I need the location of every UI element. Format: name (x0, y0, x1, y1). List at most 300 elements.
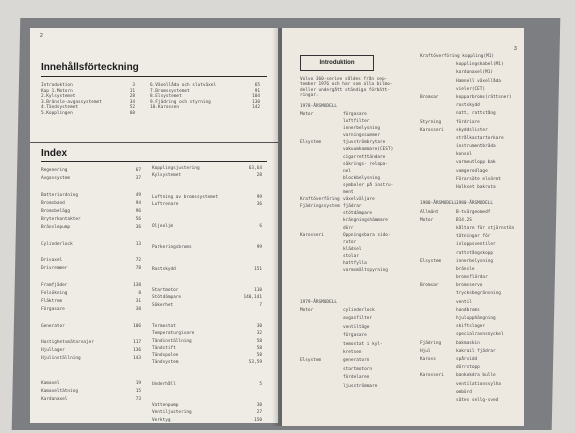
entry-label: Avgassystem (41, 176, 71, 182)
spec-row (300, 261, 412, 268)
entry-page: 32 (256, 331, 262, 337)
entry-label: Parkeringsbroms (152, 245, 192, 251)
spec-group-label: Motor (300, 308, 314, 313)
spec-value: växelväljare (343, 197, 375, 203)
index-entry (152, 331, 262, 338)
spec-row (420, 54, 520, 62)
spec-value: B14.2S (456, 217, 472, 223)
entry-page: 30 (256, 324, 262, 330)
index-entry (41, 291, 141, 299)
entry-page: 138 (133, 282, 141, 288)
index-column-1 (41, 168, 141, 405)
spec-row (420, 382, 520, 390)
spec-group-label: Kraftöverföring (300, 197, 340, 203)
spec-value: tjuvströmbrytare (343, 140, 386, 146)
index-entry (41, 299, 141, 307)
index-entry (152, 252, 262, 259)
index-entry (152, 367, 262, 374)
index-entry (152, 346, 262, 353)
entry-page: 104 (252, 94, 260, 100)
spec-group-label: Bromsar (420, 94, 439, 100)
spec-value: ljusströmmare (343, 383, 378, 389)
entry-label: Ventiljustering (152, 410, 192, 416)
left-page (30, 28, 278, 423)
spec-value: varmeutlopp bak (456, 160, 496, 166)
entry-page: 130 (252, 99, 260, 105)
spec-value: hjulupphängning (456, 316, 496, 321)
index-entry (41, 250, 141, 258)
entry-page: 91 (254, 88, 260, 94)
spec-row (420, 226, 520, 234)
spec-group-label: Elsystem (420, 258, 442, 264)
entry-page: 3 (132, 83, 135, 88)
entry-label: Luftning av bromssystemet (152, 194, 219, 200)
entry-label: 5.Kopplingen (41, 110, 73, 116)
spec-value: vamgerodlage (456, 168, 488, 174)
entry-label: Kylsystemet (152, 173, 182, 179)
spec-row (420, 267, 520, 275)
entry-page: 94 (135, 200, 141, 206)
spec-row (420, 308, 520, 316)
spec-value: inloppsventiler (456, 242, 496, 248)
entry-page: 49 (135, 192, 141, 198)
spec-value: nel (343, 168, 351, 174)
spec-value: luftfilter (343, 119, 370, 125)
spec-row (300, 358, 412, 366)
spec-value: fördelaren (343, 375, 370, 381)
spec-value: strålkastartorkare (456, 135, 504, 141)
entry-page: 11 (129, 88, 135, 94)
spec-value: Oppningsbara sido- (343, 232, 391, 238)
spec-value: blockbelysning (343, 175, 381, 181)
entry-label: Oljeoljm (152, 223, 174, 229)
entry-label: Startmotor (152, 288, 179, 294)
entry-page: 28 (256, 173, 262, 179)
entry-page: 52 (129, 105, 135, 111)
spec-value: ombörd (456, 389, 472, 395)
spec-value: stötdämpare (343, 211, 373, 217)
index-entry (152, 245, 262, 252)
spec-row (420, 79, 520, 87)
entry-page: 38 (135, 307, 141, 313)
spec-group-label: Karosseri (420, 127, 444, 133)
entry-label: Felsökning (41, 290, 68, 296)
right-column-specs (420, 54, 520, 406)
entry-page: 150 (254, 417, 262, 423)
spec-group-label: 1980-ÅRSMODELL (420, 201, 458, 207)
index-entry (152, 267, 262, 274)
index-entry (152, 231, 262, 238)
intro-heading-box (300, 55, 374, 71)
spec-row (420, 316, 520, 324)
index-entry (152, 224, 262, 231)
spec-row (300, 233, 412, 240)
spec-group-label: Fjädring (420, 340, 442, 346)
spec-value: bakmaskin (456, 340, 480, 346)
index-entry (152, 382, 262, 389)
entry-label: 7.Bromssystemet (150, 88, 190, 94)
intro-heading: Introduktion (319, 60, 355, 66)
index-entry (152, 295, 262, 302)
index-entry (152, 188, 262, 195)
toc-title: Innehållsförteckning (41, 62, 139, 73)
entry-page: 72 (135, 258, 141, 264)
entry-label: Bromsbelägg (41, 208, 71, 214)
spec-row (420, 300, 520, 308)
entry-label: 8.Elsystemet (150, 94, 182, 100)
spec-row (420, 120, 520, 128)
entry-label: Kopplingsjustering (152, 166, 200, 171)
entry-page: 53,59 (248, 360, 262, 366)
spec-value: ment (343, 190, 354, 196)
spec-value: avgasfilter (343, 316, 373, 322)
entry-page: 142 (252, 105, 260, 111)
spec-value: varningssummer (343, 133, 381, 139)
intro-paragraph (300, 77, 393, 98)
entry-page: 58 (256, 352, 262, 358)
entry-label: Framfjäder (41, 282, 68, 288)
index-entry (41, 242, 141, 250)
spec-value: vieler(CET) (456, 86, 486, 92)
spec-row (420, 136, 520, 144)
spec-row (300, 226, 412, 233)
spec-value: kopplingskabel(M1) (456, 62, 504, 68)
entry-label: Tändsystem (152, 360, 179, 366)
entry-page: 56 (135, 217, 141, 223)
spec-row (300, 155, 412, 162)
index-title: Index (41, 148, 68, 159)
spec-group-label: Elsystem (300, 358, 322, 364)
spec-value: ventil (456, 299, 472, 305)
index-entry (41, 397, 141, 405)
index-entry (41, 307, 141, 315)
index-entry (152, 180, 262, 187)
spec-value: bromsflärdar (456, 275, 488, 281)
spec-row (420, 95, 520, 103)
spec-value: spårvidd (456, 356, 478, 362)
spec-row (300, 316, 412, 324)
entry-page: 7 (259, 302, 262, 308)
entry-label: Förgasare (41, 307, 65, 313)
spec-row (420, 251, 520, 259)
entry-label: Underhåll (152, 381, 176, 387)
spec-value: vakuumkammare(CEST) (343, 147, 394, 153)
spec-value: kakrail fjädrar (456, 348, 496, 354)
index-entry (152, 374, 262, 381)
entry-label: 2.Kylsystemet (41, 94, 76, 100)
spec-row (420, 242, 520, 250)
entry-page: 13 (135, 241, 141, 247)
spec-group-label: Kaross (420, 356, 436, 362)
spec-value: startmotorn (343, 366, 373, 372)
entry-page: 63,64 (248, 166, 262, 171)
spec-value: 1980-ÅRSMODELL (456, 201, 494, 207)
entry-page: 78 (135, 266, 141, 272)
spec-value: ventilationssylha (456, 381, 501, 387)
index-entry (152, 389, 262, 396)
entry-page: 37 (135, 176, 141, 182)
entry-label: Termostat (152, 324, 176, 330)
index-entry (152, 353, 262, 360)
spec-row (420, 341, 520, 349)
spec-row (300, 176, 412, 183)
index-entry (152, 274, 262, 281)
spec-group-label: Karosseri (420, 373, 444, 379)
entry-page: 31 (135, 299, 141, 304)
spec-row (420, 160, 520, 168)
entry-page: 19 (135, 380, 141, 386)
spec-row (420, 169, 520, 177)
spec-value: innerbelysning (343, 126, 381, 132)
entry-label: Luftrenare (152, 201, 179, 207)
entry-label: Generator (41, 323, 65, 329)
index-column-2 (152, 166, 262, 423)
entry-page: 60 (129, 110, 135, 116)
entry-label: Batteriordning (41, 192, 79, 198)
index-entry (152, 209, 262, 216)
spec-value: instrumentbräda (456, 144, 496, 150)
spec-row (420, 111, 520, 119)
entry-page: 28 (129, 94, 135, 100)
entry-page: 8 (138, 290, 141, 296)
entry-label: Kamaxeltätning (41, 389, 79, 395)
entry-label: Säkerhet (152, 302, 174, 308)
spec-value: krängningshämmare (343, 218, 388, 224)
spec-row (420, 177, 520, 185)
entry-page: 34 (129, 99, 135, 105)
index-entry (41, 168, 141, 176)
spec-row (300, 240, 412, 247)
spec-row (300, 147, 412, 154)
entry-label: Kardanaxel (41, 397, 68, 403)
spec-value: ventiltäge (343, 324, 370, 330)
spec-value: Halkset bakruta (456, 185, 496, 190)
index-entry (152, 259, 262, 266)
spec-group-label: Hjul (420, 348, 431, 354)
index-entry (41, 365, 141, 373)
spec-value: handbroms (456, 307, 480, 313)
spec-value: bankokdra bulle (456, 373, 496, 379)
entry-label: Drivremmer (41, 266, 68, 272)
spec-value: trycksbegränsning (456, 291, 501, 297)
entry-label: Kap 1.Motorn (41, 88, 73, 94)
intro-line: ringar. (300, 93, 319, 99)
spec-row (420, 332, 520, 340)
spec-group-label: Styrning (420, 119, 442, 125)
spec-value: fördriare (456, 119, 480, 125)
entry-page: 136 (133, 348, 141, 354)
spec-row (420, 349, 520, 357)
spec-value: konsol (456, 152, 472, 158)
spec-row (300, 162, 412, 169)
right-page-number: 3 (514, 46, 517, 52)
spec-row (420, 373, 520, 381)
entry-page: 99 (256, 194, 262, 200)
index-entry (152, 410, 262, 417)
entry-label: Tändspolen (152, 352, 179, 358)
index-entry (41, 184, 141, 192)
entry-label: Regenering (41, 168, 68, 173)
index-entry (41, 274, 141, 282)
spec-row (300, 375, 412, 383)
index-entry (41, 332, 141, 340)
entry-label: 6.Växellåda och slutväxel (150, 83, 217, 88)
index-entry (41, 225, 141, 233)
spec-value: natt, rattstång (456, 111, 496, 117)
entry-page: 117 (133, 339, 141, 345)
index-rule (41, 161, 267, 162)
spec-value: innerbelysning (456, 258, 494, 264)
spec-value: kardanaxel(M1) (456, 70, 494, 76)
entry-page: 36 (256, 201, 262, 207)
index-entry (152, 360, 262, 367)
entry-page: 15 (135, 389, 141, 395)
entry-label: Fläktrem (41, 299, 63, 304)
entry-page: 67 (135, 168, 141, 173)
left-page-number: 2 (40, 33, 43, 39)
spec-value: Kraftöverföring koppling(M1) (420, 54, 495, 59)
spec-value: bromsservo (456, 283, 483, 289)
entry-label: 4.Tändsystemet (41, 105, 79, 111)
spec-value: cigarretttändare (343, 154, 386, 160)
entry-page: 73 (135, 397, 141, 403)
toc-rule (41, 76, 267, 77)
spec-row (300, 325, 412, 333)
entry-label: Bryterkontakter (41, 217, 81, 223)
spec-group-label: Bromsar (420, 283, 439, 289)
specs-1978-heading: 1978-ÅRSMODELL (300, 104, 338, 109)
section-divider (30, 142, 278, 143)
specs-1978 (300, 112, 412, 275)
entry-page: 36 (135, 225, 141, 231)
entry-label: Bränslepump (41, 225, 71, 231)
spec-value: förgasare (343, 333, 367, 339)
spec-group-label: Motor (420, 217, 434, 223)
entry-label: Hjullager (41, 348, 65, 354)
spec-value: temostat i kyl- (343, 341, 383, 347)
spec-value: hattfylla (343, 260, 367, 266)
specs-1979 (300, 308, 412, 392)
spec-row (420, 259, 520, 267)
index-entry (41, 193, 141, 201)
entry-label: Kamaxel (41, 380, 60, 386)
spec-row (300, 218, 412, 225)
index-entry (152, 195, 262, 202)
index-entry (41, 201, 141, 209)
spec-value: generatorn (343, 358, 370, 364)
index-entry (41, 111, 135, 117)
entry-label: 3.Bränsle-avgassystemet (41, 99, 102, 105)
spec-row (300, 254, 412, 261)
spec-value: sätes sellg-sved (456, 397, 499, 403)
entry-label: Vattenpump (152, 403, 179, 409)
right-page (282, 28, 524, 426)
intro-line: Volvo 360-serien såldes från sep- (300, 77, 388, 82)
entry-label: 9.Fjädring och styrning (150, 99, 211, 105)
spec-row (300, 183, 412, 190)
index-entry (152, 339, 262, 346)
spec-value: stolar (343, 253, 359, 259)
index-entry (41, 381, 141, 389)
toc-column-1 (41, 83, 135, 117)
entry-label: Hastighetsmätarvajer (41, 339, 94, 345)
spec-value: B-tvärgeomedf (456, 209, 491, 215)
entry-page: 6 (259, 223, 262, 229)
entry-page: 65 (254, 83, 260, 88)
entry-page: 143 (133, 356, 141, 362)
toc-column-2 (150, 83, 260, 111)
spec-value: kåltare för stjärnstön (456, 225, 515, 231)
spec-value: skyddslister (456, 127, 488, 133)
spec-group-label: Karosseri (300, 232, 324, 238)
entry-label: Bromsband (41, 200, 65, 206)
entry-label: Drivaxel (41, 258, 63, 264)
spec-row (420, 185, 520, 193)
index-entry (41, 356, 141, 364)
spec-row (420, 128, 520, 136)
entry-page: 106 (133, 323, 141, 329)
spec-row (420, 201, 520, 209)
spec-value: Hamnell växellåda (456, 78, 501, 84)
spec-group-label: Elsystem (300, 140, 322, 146)
spec-value: specialravnsnyckel (456, 332, 504, 338)
intro-line: deller undergått ständiga förbätt- (300, 87, 390, 93)
spec-value: säkrings- relapa- (343, 161, 388, 167)
entry-page: 58 (256, 345, 262, 351)
spec-row (300, 342, 412, 350)
spec-value: klädsel (343, 246, 362, 252)
entry-label: 10.Karossen (150, 105, 180, 111)
spec-value: varmsmältspyrning (343, 268, 388, 274)
entry-label: Introduktion (41, 83, 73, 88)
entry-label: Stötdämpare (152, 295, 182, 301)
index-entry (152, 418, 262, 423)
spec-row (300, 367, 412, 375)
index-entry (152, 173, 262, 180)
spec-row (420, 390, 520, 398)
index-entry (41, 234, 141, 242)
index-entry (150, 105, 260, 111)
entry-label: Temperaturgivare (152, 331, 195, 337)
entry-page: 96 (135, 208, 141, 214)
entry-label: Rostskydd (152, 266, 176, 272)
spec-value: rattstångskopp (456, 250, 494, 256)
index-entry (152, 216, 262, 223)
spec-value: skiftslager (456, 324, 486, 330)
index-entry (152, 238, 262, 245)
spec-group-label: Motor (300, 112, 314, 117)
entry-label: Cylinderlock (41, 241, 73, 247)
entry-label: Tändinställning (152, 338, 192, 344)
spec-row (420, 70, 520, 78)
spec-group-label: Allmänt (420, 209, 439, 215)
spec-value: rostskydd (456, 103, 480, 109)
specs-1979-heading: 1979-ÅRSMODELL (300, 300, 338, 305)
spec-value: kopparbroms(rättsner) (456, 94, 512, 100)
spec-value: Förarsäte elvärmt (456, 176, 501, 182)
spec-value: symboler på instru- (343, 182, 394, 188)
index-entry (41, 209, 141, 217)
spec-value: rutor (343, 239, 357, 245)
index-entry (41, 340, 141, 348)
spec-group-label: Fjädringssystem (300, 204, 340, 210)
spec-row (420, 357, 520, 365)
spec-row (300, 333, 412, 341)
index-entry (41, 324, 141, 332)
entry-page: 151 (254, 266, 262, 272)
spec-row (300, 268, 412, 275)
spec-row (420, 87, 520, 95)
